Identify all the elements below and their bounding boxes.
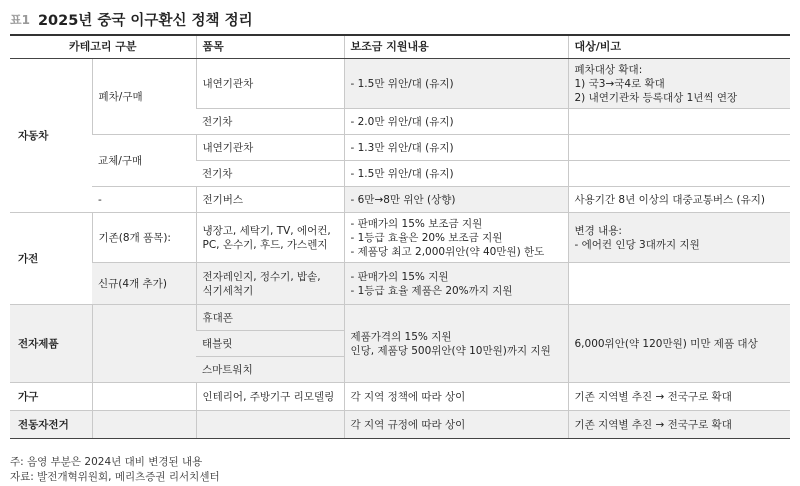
subcategory-empty (92, 383, 196, 411)
item-cell: 태블릿 (196, 331, 344, 357)
support-cell: 제품가격의 15% 지원 인당, 제품당 500위안(약 10만원)까지 지원 (344, 305, 568, 383)
header-note: 대상/비고 (568, 36, 790, 59)
note-cell (568, 135, 790, 161)
note-cell: 변경 내용: - 에어컨 인당 3대까지 지원 (568, 213, 790, 263)
note-cell: 기존 지역별 추진 → 전국구로 확대 (568, 383, 790, 411)
title-row (10, 6, 790, 32)
item-cell (196, 411, 344, 439)
item-cell: 전기차 (196, 109, 344, 135)
item-cell: 전기차 (196, 161, 344, 187)
table-row (10, 213, 790, 263)
policy-table (10, 36, 790, 439)
table-row (10, 135, 790, 161)
category-ebike: 전동자전거 (10, 411, 92, 439)
item-cell: 내연기관차 (196, 135, 344, 161)
support-cell: - 6만→8만 위안 (상향) (344, 187, 568, 213)
note-cell (568, 161, 790, 187)
subcategory-new: 신규(4개 추가) (92, 263, 196, 305)
support-cell: 각 지역 정책에 따라 상이 (344, 383, 568, 411)
table-row (10, 187, 790, 213)
support-cell: - 판매가의 15% 지원 - 1등급 효율 제품은 20%까지 지원 (344, 263, 568, 305)
table-header-row (10, 36, 790, 59)
support-cell: - 2.0만 위안/대 (유지) (344, 109, 568, 135)
item-cell: 전기버스 (196, 187, 344, 213)
item-cell: 휴대폰 (196, 305, 344, 331)
item-cell: 스마트워치 (196, 357, 344, 383)
subcategory-empty (92, 305, 196, 383)
table-row (10, 59, 790, 109)
footnote-shading: 주: 음영 부분은 2024년 대비 변경된 내용 (10, 456, 203, 468)
table-row (10, 263, 790, 305)
table-row (10, 411, 790, 439)
support-cell: - 1.3만 위안/대 (유지) (344, 135, 568, 161)
note-cell: 6,000위안(약 120만원) 미만 제품 대상 (568, 305, 790, 383)
support-cell: - 판매가의 15% 보조금 지원 - 1등급 효율은 20% 보조금 지원 - 제품당 최고 2,000위안(약 40만원) 한도 (344, 213, 568, 263)
support-cell: - 1.5만 위안/대 (유지) (344, 59, 568, 109)
item-cell: 전자레인지, 정수기, 밥솥, 식기세척기 (196, 263, 344, 305)
subcategory-replace: 교체/구매 (92, 135, 196, 187)
note-cell: 사용기간 8년 이상의 대중교통버스 (유지) (568, 187, 790, 213)
support-cell: - 1.5만 위안/대 (유지) (344, 161, 568, 187)
page-title: 2025년 중국 이구환신 정책 정리 (37, 12, 253, 29)
item-cell: 인테리어, 주방기구 리모델링 (196, 383, 344, 411)
category-car: 자동차 (10, 59, 92, 213)
subcategory-existing: 기존(8개 품목): (92, 213, 196, 263)
header-support: 보조금 지원내용 (344, 36, 568, 59)
subcategory-scrap: 폐차/구매 (92, 59, 196, 135)
note-cell: 폐차대상 확대: 1) 국3→국4로 확대 2) 내연기관차 등록대상 1년씩 연장 (568, 59, 790, 109)
table-tag: 표1 (10, 12, 30, 27)
subcategory-none: - (92, 187, 196, 213)
header-category: 카테고리 구분 (10, 36, 196, 59)
note-cell (568, 263, 790, 305)
table-row (10, 383, 790, 411)
subcategory-empty (92, 411, 196, 439)
category-appliance: 가전 (10, 213, 92, 305)
footnote-source: 자료: 발전개혁위원회, 메리츠증권 리서치센터 (10, 471, 220, 483)
support-cell: 각 지역 규정에 따라 상이 (344, 411, 568, 439)
note-cell: 기존 지역별 추진 → 전국구로 확대 (568, 411, 790, 439)
table-row (10, 305, 790, 331)
item-cell: 냉장고, 세탁기, TV, 에어컨, PC, 온수기, 후드, 가스렌지 (196, 213, 344, 263)
item-cell: 내연기관차 (196, 59, 344, 109)
category-furniture: 가구 (10, 383, 92, 411)
header-item: 품목 (196, 36, 344, 59)
note-cell (568, 109, 790, 135)
category-electronics: 전자제품 (10, 305, 92, 383)
